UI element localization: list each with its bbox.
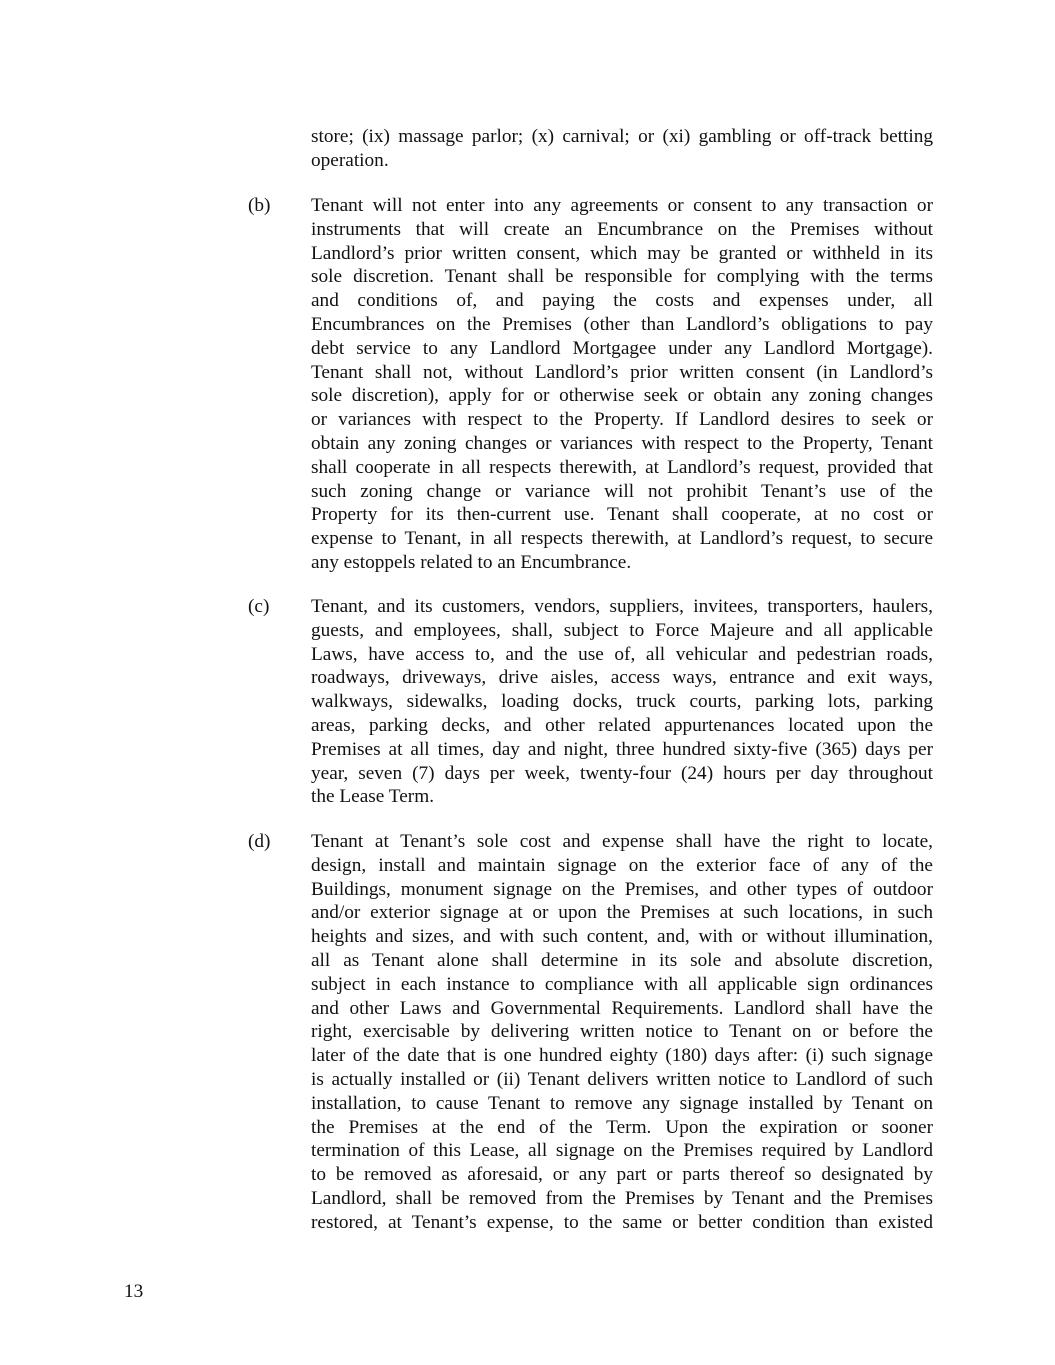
- paragraph-line: guests, and employees, shall, subject to Force Majeure and all applicable: [311, 619, 933, 641]
- paragraph-line: Encumbrances on the Premises (other than Landlord’s obligations to pay: [311, 313, 933, 335]
- paragraph-line: is actually installed or (ii) Tenant delivers written notice to Landlord of such: [311, 1068, 933, 1090]
- paragraph-line: Tenant at Tenant’s sole cost and expense shall have the right to locate,: [311, 831, 933, 852]
- paragraph-line: Property for its then-current use. Tenant shall cooperate, at no cost or: [311, 504, 933, 526]
- paragraph-line: or variances with respect to the Property. If Landlord desires to seek or: [311, 409, 933, 431]
- paragraph-label-c: (c): [248, 596, 270, 617]
- paragraph-line: Buildings, monument signage on the Premises, and other types of outdoor: [311, 878, 933, 900]
- paragraph-line: Premises at all times, day and night, three hundred sixty-five (365) days per: [311, 738, 933, 760]
- continued-paragraph: [311, 125, 933, 173]
- paragraph-line: shall cooperate in all respects therewith, at Landlord’s request, provided that: [311, 456, 933, 478]
- paragraph-line: Tenant shall not, without Landlord’s prior written consent (in Landlord’s: [311, 361, 933, 383]
- paragraph-line: installation, to cause Tenant to remove any signage installed by Tenant on: [311, 1092, 933, 1114]
- paragraph-line: operation.: [311, 149, 389, 171]
- paragraph-line: sole discretion), apply for or otherwise seek or obtain any zoning changes: [311, 385, 933, 407]
- paragraph-line: Tenant will not enter into any agreements or consent to any transaction or: [311, 195, 933, 216]
- paragraph-line: any estoppels related to an Encumbrance.: [311, 551, 632, 573]
- paragraph-line: and conditions of, and paying the costs and expenses under, all: [311, 290, 933, 312]
- paragraph-line: Landlord’s prior written consent, which may be granted or withheld in its: [311, 242, 933, 264]
- paragraph-line: instruments that will create an Encumbrance on the Premises without: [311, 218, 933, 240]
- paragraph-line: store; (ix) massage parlor; (x) carnival; or (xi) gambling or off-track betting: [311, 126, 933, 147]
- paragraph-line: all as Tenant alone shall determine in its sole and absolute discretion,: [311, 949, 933, 971]
- paragraph-line: termination of this Lease, all signage on the Premises required by Landlord: [311, 1140, 933, 1162]
- paragraph-line: obtain any zoning changes or variances with respect to the Property, Tenant: [311, 432, 933, 454]
- paragraph-line: restored, at Tenant’s expense, to the same or better condition than existed: [311, 1211, 933, 1233]
- paragraph-line: and other Laws and Governmental Requirements. Landlord shall have the: [311, 997, 933, 1019]
- paragraph-line: subject in each instance to compliance with all applicable sign ordinances: [311, 973, 933, 995]
- paragraph-line: design, install and maintain signage on the exterior face of any of the: [311, 854, 933, 876]
- paragraph-line: right, exercisable by delivering written notice to Tenant on or before the: [311, 1021, 933, 1043]
- paragraph-line: heights and sizes, and with such content, and, with or without illumination,: [311, 926, 933, 948]
- paragraph-line: Tenant, and its customers, vendors, suppliers, invitees, transporters, haulers,: [311, 596, 933, 617]
- paragraph-line: the Lease Term.: [311, 786, 435, 808]
- paragraph-b: [311, 194, 933, 575]
- paragraph-line: the Premises at the end of the Term. Upon the expiration or sooner: [311, 1116, 933, 1138]
- paragraph-line: to be removed as aforesaid, or any part or parts thereof so designated by: [311, 1164, 933, 1186]
- paragraph-line: and/or exterior signage at or upon the Premises at such locations, in such: [311, 902, 933, 924]
- paragraph-line: walkways, sidewalks, loading docks, truck courts, parking lots, parking: [311, 691, 933, 713]
- paragraph-d: [311, 830, 933, 1235]
- paragraph-line: debt service to any Landlord Mortgagee under any Landlord Mortgage).: [311, 337, 933, 359]
- paragraph-line: sole discretion. Tenant shall be responsible for complying with the terms: [311, 266, 933, 288]
- paragraph-line: Laws, have access to, and the use of, all vehicular and pedestrian roads,: [311, 643, 933, 665]
- paragraph-line: expense to Tenant, in all respects therewith, at Landlord’s request, to secure: [311, 528, 933, 550]
- paragraph-c: [311, 595, 933, 809]
- paragraph-label-b: (b): [248, 195, 271, 216]
- page-number: 13: [124, 1281, 144, 1302]
- paragraph-line: such zoning change or variance will not prohibit Tenant’s use of the: [311, 480, 933, 502]
- paragraph-line: roadways, driveways, drive aisles, access ways, entrance and exit ways,: [311, 667, 933, 689]
- paragraph-line: later of the date that is one hundred eighty (180) days after: (i) such signage: [311, 1045, 933, 1067]
- paragraph-line: areas, parking decks, and other related appurtenances located upon the: [311, 714, 933, 736]
- paragraph-line: year, seven (7) days per week, twenty-four (24) hours per day throughout: [311, 762, 933, 784]
- paragraph-label-d: (d): [248, 831, 271, 852]
- paragraph-line: Landlord, shall be removed from the Premises by Tenant and the Premises: [311, 1187, 933, 1209]
